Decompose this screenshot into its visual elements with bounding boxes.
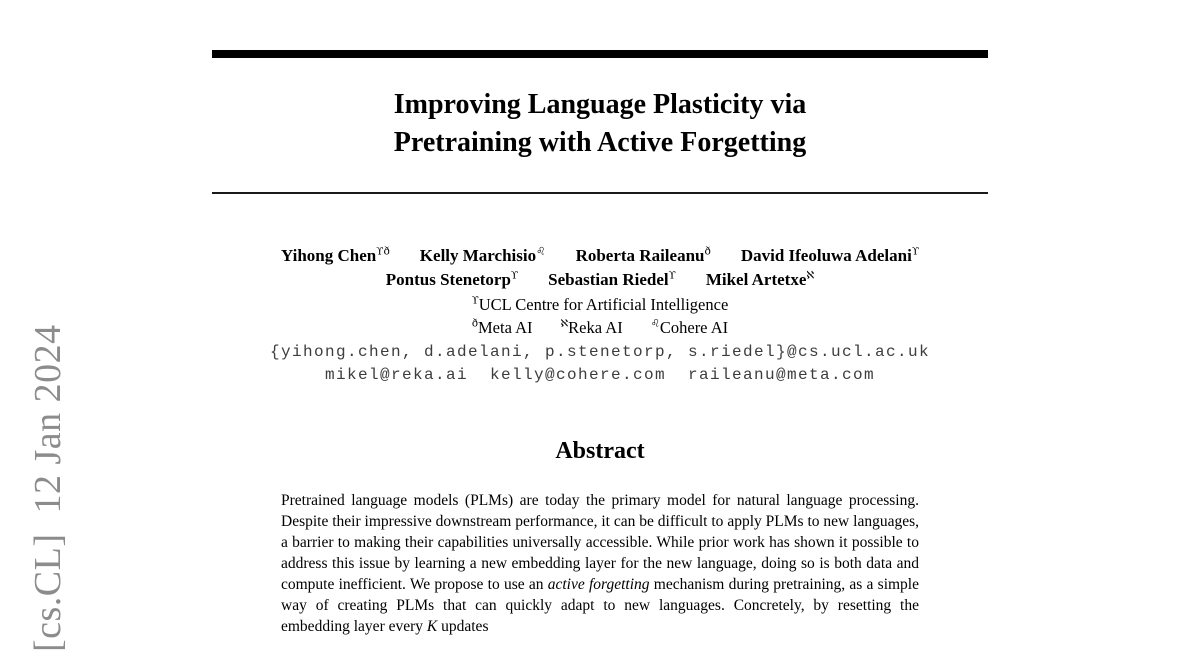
author bbox=[741, 246, 919, 266]
affiliation-mark: ♌ bbox=[650, 318, 660, 330]
affiliations-row-2 bbox=[0, 318, 1200, 338]
affiliation-name: UCL Centre for Artificial Intelligence bbox=[478, 295, 729, 314]
affiliation bbox=[561, 318, 623, 338]
paper-title bbox=[0, 86, 1200, 162]
abstract-text bbox=[281, 490, 919, 637]
author-name: Pontus Stenetorp bbox=[385, 270, 511, 289]
affiliation-mark: ℵ bbox=[806, 269, 815, 282]
email-line-1: {yihong.chen, d.adelani, p.stenetorp, s.riedel}@cs.ucl.ac.uk bbox=[269, 343, 931, 361]
affiliation-mark: ð bbox=[704, 245, 711, 258]
affiliation-mark: ϒ bbox=[668, 269, 676, 282]
authors-row-1 bbox=[0, 246, 1200, 266]
affiliation-name: Cohere AI bbox=[659, 318, 729, 337]
affiliation-mark: ð bbox=[471, 318, 478, 330]
abstract-segment-italic: active forgetting bbox=[547, 576, 650, 593]
affiliation-mark: ϒ bbox=[510, 269, 519, 282]
affiliation-name: Meta AI bbox=[478, 318, 533, 337]
affiliation-mark: ϒ bbox=[911, 245, 920, 258]
author-name: Yihong Chen bbox=[280, 246, 377, 265]
affiliation bbox=[472, 295, 729, 315]
author bbox=[576, 246, 711, 266]
author-name: Mikel Artetxe bbox=[705, 270, 807, 289]
author-name: Roberta Raileanu bbox=[575, 246, 705, 265]
affiliation bbox=[472, 318, 533, 338]
title-rule-top bbox=[212, 50, 988, 58]
author bbox=[420, 246, 546, 266]
affiliation bbox=[651, 318, 728, 338]
author bbox=[548, 270, 676, 290]
arxiv-category-stamp: [cs.CL] 12 Jan 2024 bbox=[27, 324, 69, 652]
affiliation-mark: ϒð bbox=[376, 245, 390, 258]
abstract-segment: mechanism during pretraining, as a simple way of creating PLMs that can quickly adapt to new languages. Concretely, by resetting the embedding layer every bbox=[281, 576, 919, 635]
abstract-segment-italic: K bbox=[426, 618, 438, 635]
abstract-segment: updates bbox=[437, 618, 489, 635]
affiliation-mark: ℵ bbox=[560, 318, 569, 330]
affiliation-mark: ♌ bbox=[536, 245, 546, 258]
author-name: Sebastian Riedel bbox=[548, 270, 669, 289]
title-rule-bottom bbox=[212, 192, 988, 194]
abstract-segment: Pretrained language models (PLMs) are today the primary model for natural language processing. Despite their impressive downstream performance, it can be difficult to apply PLMs to new languages, a barrier to making their capabilities universally accessible. While prior work has shown it possible to address this issue by learning a new embedding layer for the new language, doing so is both data and compute inefficient. We propose to use an bbox=[281, 492, 919, 593]
affiliation-mark: ϒ bbox=[471, 295, 479, 307]
abstract-heading: Abstract bbox=[555, 438, 645, 464]
paper-title-line1: Improving Language Plasticity via bbox=[393, 89, 807, 120]
authors-row-2 bbox=[0, 270, 1200, 290]
author bbox=[706, 270, 814, 290]
affiliations-row-1 bbox=[0, 295, 1200, 315]
author-name: Kelly Marchisio bbox=[419, 246, 537, 265]
affiliation-name: Reka AI bbox=[568, 318, 623, 337]
paper-title-line2: Pretraining with Active Forgetting bbox=[393, 127, 807, 158]
author bbox=[281, 246, 390, 266]
email-line-2: mikel@reka.ai kelly@cohere.com raileanu@meta.com bbox=[324, 366, 876, 384]
author-name: David Ifeoluwa Adelani bbox=[740, 246, 912, 265]
author bbox=[386, 270, 518, 290]
